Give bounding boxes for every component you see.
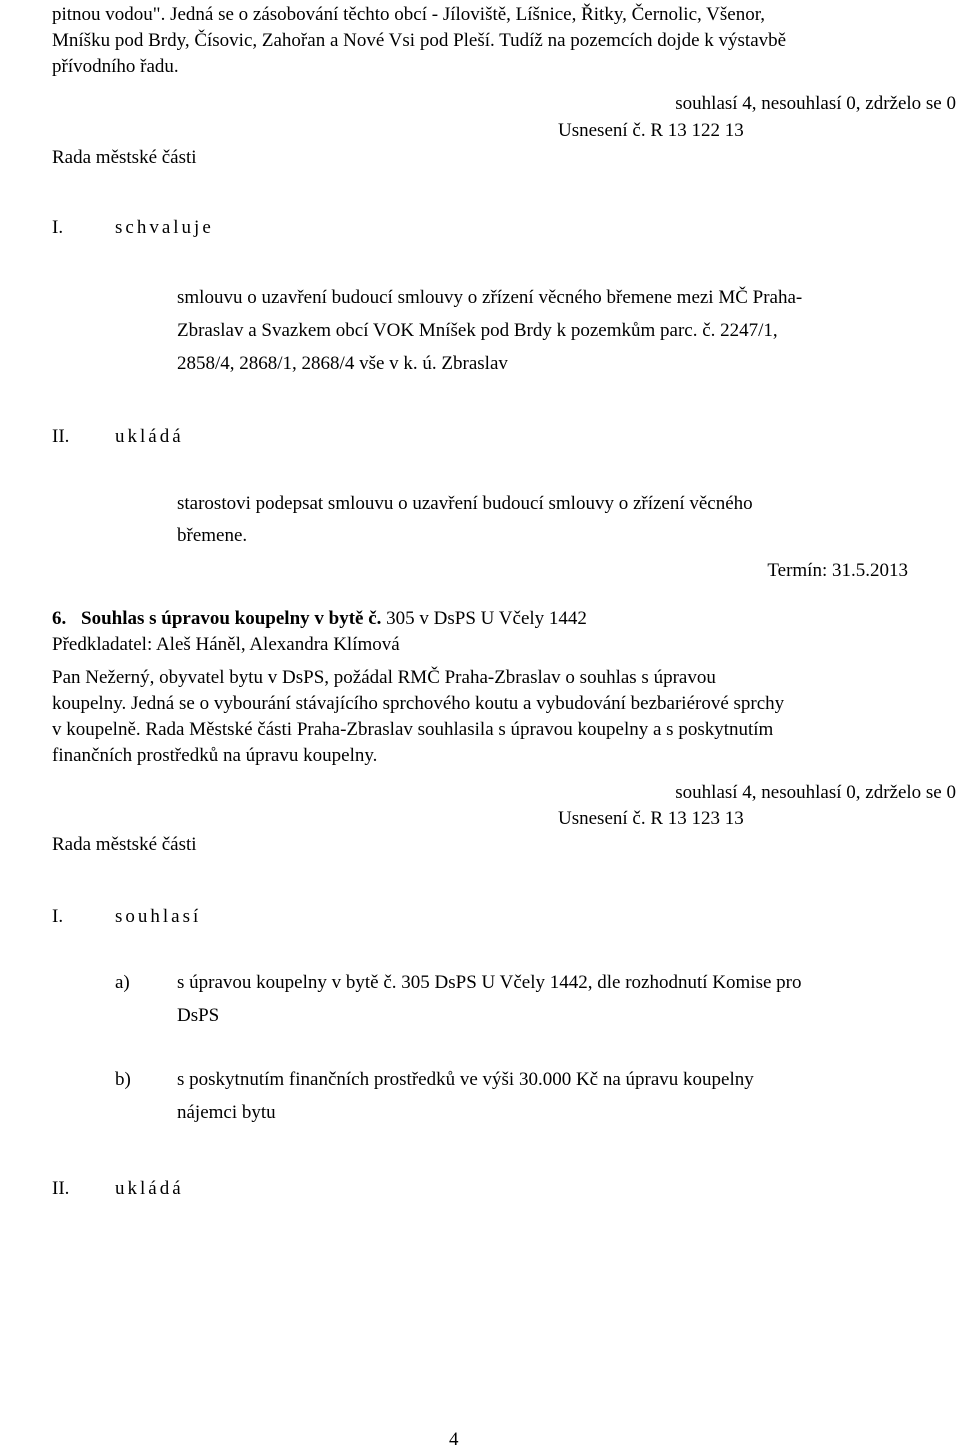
intro-line-1: pitnou vodou". Jedná se o zásobování těchto obcí - Jíloviště, Líšnice, Řitky, Černolic, Všenor, [52, 4, 766, 25]
vote-result-2: souhlasí 4, nesouhlasí 0, zdrželo se 0 [675, 782, 956, 803]
section-6-body-line-2: koupelny. Jedná se o vybourání stávajícího sprchového koutu a vybudování bezbariérové sprchy [52, 693, 785, 714]
sub-item-b-line-2: nájemci bytu [177, 1102, 276, 1123]
sub-item-b-label: b) [115, 1069, 131, 1090]
sub-item-a-line-2: DsPS [177, 1005, 220, 1026]
item-3-verb: souhlasí [115, 906, 202, 927]
resolution-number-1: Usnesení č. R 13 122 13 [558, 120, 744, 141]
item-2-number: II. [52, 426, 70, 447]
section-6-title [81, 606, 587, 632]
section-6-body-line-3: v koupelně. Rada Městské části Praha-Zbraslav souhlasila s úpravou koupelny a s poskytnutím [52, 719, 774, 740]
deadline: Termín: 31.5.2013 [767, 560, 908, 581]
section-6-number: 6. [52, 608, 67, 629]
item-1-text-line-2: Zbraslav a Svazkem obcí VOK Mníšek pod Brdy k pozemkům parc. č. 2247/1, [177, 320, 778, 341]
council-label-1: Rada městské části [52, 147, 197, 168]
resolution-number-2: Usnesení č. R 13 123 13 [558, 808, 744, 829]
page-number: 4 [449, 1429, 459, 1450]
item-4-verb: ukládá [115, 1178, 184, 1199]
vote-result-1: souhlasí 4, nesouhlasí 0, zdrželo se 0 [675, 93, 956, 114]
item-2-verb: ukládá [115, 426, 184, 447]
sub-item-a-label: a) [115, 972, 130, 993]
section-6-title-rest: 305 v DsPS U Včely 1442 [381, 608, 587, 629]
section-6-title-bold: Souhlas s úpravou koupelny v bytě č. [81, 608, 382, 629]
item-1-number: I. [52, 217, 64, 238]
submitter: Předkladatel: Aleš Háněl, Alexandra Klímová [52, 634, 400, 655]
item-2-text-line-2: břemene. [177, 525, 248, 546]
item-1-text-line-3: 2858/4, 2868/1, 2868/4 vše v k. ú. Zbraslav [177, 353, 508, 374]
item-2-text-line-1: starostovi podepsat smlouvu o uzavření budoucí smlouvy o zřízení věcného [177, 493, 753, 514]
sub-item-a-line-1: s úpravou koupelny v bytě č. 305 DsPS U Včely 1442, dle rozhodnutí Komise pro [177, 972, 802, 993]
item-1-text-line-1: smlouvu o uzavření budoucí smlouvy o zřízení věcného břemene mezi MČ Praha- [177, 287, 803, 308]
intro-line-2: Mníšku pod Brdy, Čísovic, Zahořan a Nové Vsi pod Pleší. Tudíž na pozemcích dojde k výstavbě [52, 30, 787, 51]
section-6-body-line-1: Pan Nežerný, obyvatel bytu v DsPS, požádal RMČ Praha-Zbraslav o souhlas s úpravou [52, 667, 716, 688]
sub-item-b-line-1: s poskytnutím finančních prostředků ve výši 30.000 Kč na úpravu koupelny [177, 1069, 754, 1090]
intro-line-3: přívodního řadu. [52, 56, 179, 77]
section-6-body-line-4: finančních prostředků na úpravu koupelny. [52, 745, 378, 766]
item-4-number: II. [52, 1178, 70, 1199]
item-3-number: I. [52, 906, 64, 927]
item-1-verb: schvaluje [115, 217, 214, 238]
council-label-2: Rada městské části [52, 834, 197, 855]
